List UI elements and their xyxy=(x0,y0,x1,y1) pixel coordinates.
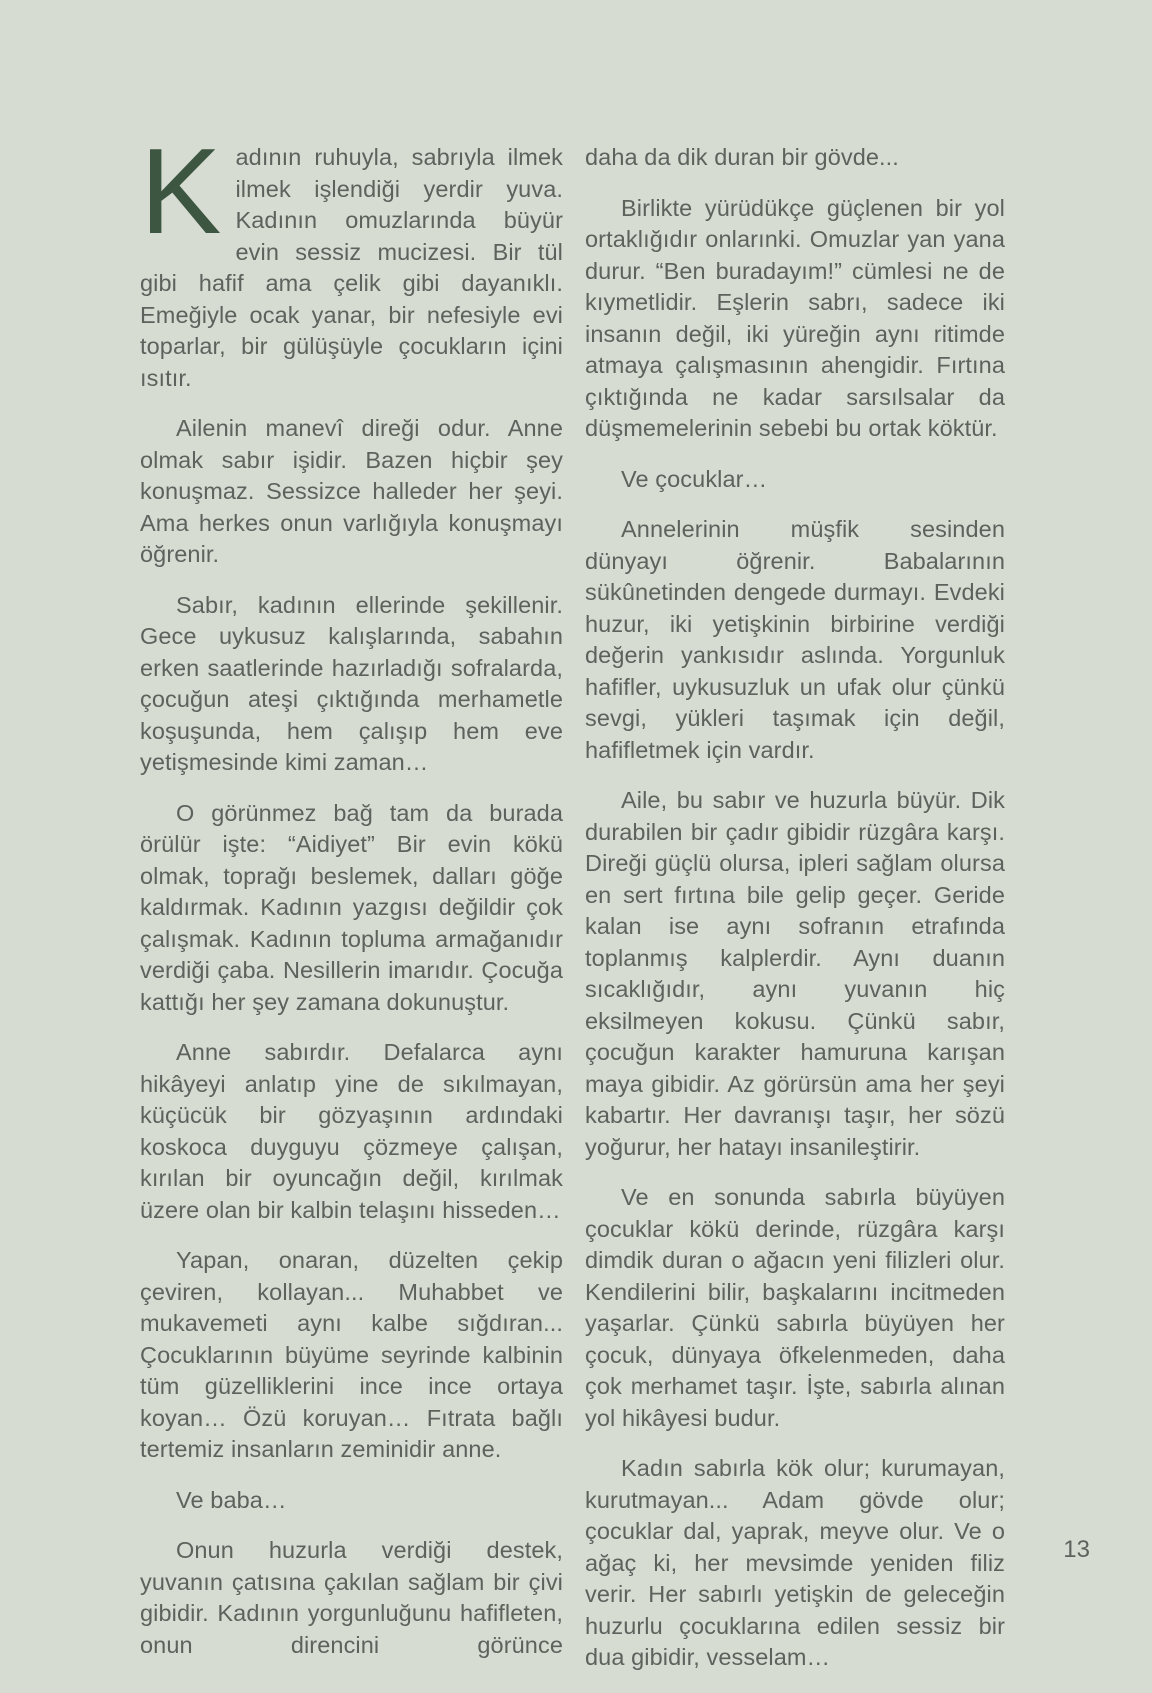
paragraph: Aile, bu sabır ve huzurla büyür. Dik durabilen bir çadır gibidir rüzgâra karşı. Direği güçlü olursa, ipleri sağlam olursa en sert fırtına bile gelip geçer. Geride kalan ise aynı sofranın etrafında toplanmış kalplerdir. Aynı duanın sıcaklığıdır, aynı yuvanın hiç eksilmeyen kokusu. Çünkü sabır, çocuğun karakter hamuruna karışan maya gibidir. Az görürsün ama her şeyi kabartır. Her davranışı taşır, her sözü yoğurur, her hatayı insanileştirir. xyxy=(585,787,1005,1160)
lead-paragraph-text: adının ruhuyla, sabrıyla ilmek ilmek işlendiği yerdir yuva. Kadının omuzlarında büyür evin sessiz mucizesi. Bir tül gibi hafif ama çelik gibi dayanıklı. Emeğiyle ocak yanar, bir nefesiyle evi toparlar, bir gülüşüyle çocukların içini ısıtır. xyxy=(140,144,563,391)
paragraph: Sabır, kadının ellerinde şekillenir. Gece uykusuz kalışlarında, sabahın erken saatlerinde hazırladığı sofralarda, çocuğun ateşi çıktığında merhametle koşuşunda, hem çalışıp hem eve yetişmesinde kimi zaman… xyxy=(140,591,563,775)
left-column xyxy=(140,123,563,1693)
paragraph: Ailenin manevî direği odur. Anne olmak sabır işidir. Bazen hiçbir şey konuşmaz. Sessizce halleder her şeyi. Ama herkes onun varlığıyla konuşmayı öğrenir. xyxy=(140,415,563,567)
paragraph: Ve çocuklar… xyxy=(621,465,768,492)
left-column-paragraphs xyxy=(140,413,563,1661)
paragraph: daha da dik duran bir gövde... xyxy=(585,144,899,170)
lead-paragraph xyxy=(140,123,563,394)
paragraph: Yapan, onaran, düzelten çekip çeviren, kollayan... Muhabbet ve mukavemeti aynı kalbe sığdıran... Çocuklarının büyüme seyrinde kalbinin tüm güzelliklerini ince ince ortaya koyan… Özü koruyan… Fıtrata bağlı tertemiz insanların zeminidir anne. xyxy=(140,1247,563,1462)
paragraph: Ve baba… xyxy=(176,1486,287,1513)
paragraph: O görünmez bağ tam da burada örülür işte: “Aidiyet” Bir evin kökü olmak, toprağı beslemek, dalları göğe kaldırmak. Kadının yazgısı değildir çok çalışmak. Kadının topluma armağanıdır verdiği çaba. Nesillerin imarıdır. Çocuğa kattığı her şey zamana dokunuştur. xyxy=(140,799,563,1015)
paragraph: Onun huzurla verdiği destek, yuvanın çatısına çakılan sağlam bir çivi gibidir. Kadının yorgunluğunu hafifleten, onun direncini görünce xyxy=(140,1537,563,1658)
paragraph: Ve en sonunda sabırla büyüyen çocuklar kökü derinde, rüzgâra karşı dimdik duran o ağacın yeni filizleri olur. Kendilerini bilir, başkalarını incitmeden yaşarlar. Çünkü sabırla büyüyen her çocuk, dünyaya öfkelenmeden, daha çok merhamet taşır. İşte, sabırla alınan yol hikâyesi budur. xyxy=(585,1184,1005,1431)
right-column-paragraphs xyxy=(585,142,1005,1674)
dropcap-letter: K xyxy=(140,123,222,259)
paragraph: Birlikte yürüdükçe güçlenen bir yol ortaklığıdır onlarınki. Omuzlar yan yana durur. “Ben buradayım!” cümlesi ne de kıymetlidir. Eşlerin sabrı, sadece iki insanın değil, iki yüreğin aynı ritimde atmaya çalışmasının ahengidir. Fırtına çıktığında ne kadar sarsılsalar da düşmemelerinin sebebi bu ortak köktür. xyxy=(585,194,1005,441)
text-columns xyxy=(140,123,1005,1693)
page-number: 13 xyxy=(1063,1536,1090,1563)
paragraph: Annelerinin müşfik sesinden dünyayı öğrenir. Babalarının sükûnetinden dengede durmayı. Evdeki huzur, iki yetişkinin birbirine verdiği değerin yankısıdır aslında. Yorgunluk hafifler, uykusuzluk un ufak olur çünkü sevgi, yükleri taşımak için değil, hafifletmek için vardır. xyxy=(585,516,1005,763)
right-column xyxy=(585,142,1005,1693)
paragraph: Anne sabırdır. Defalarca aynı hikâyeyi anlatıp yine de sıkılmayan, küçücük bir gözyaşının ardındaki koskoca duyguyu çözmeye çalışan, kırılan bir oyuncağın değil, kırılmak üzere olan bir kalbin telaşını hisseden… xyxy=(140,1039,563,1223)
paragraph: Kadın sabırla kök olur; kurumayan, kurutmayan... Adam gövde olur; çocuklar dal, yaprak, meyve olur. Ve o ağaç ki, her mevsimde yeniden filiz verir. Her sabırlı yetişkin de geleceğin huzurlu çocuklarına edilen sessiz bir dua gibidir, vesselam… xyxy=(585,1455,1005,1670)
